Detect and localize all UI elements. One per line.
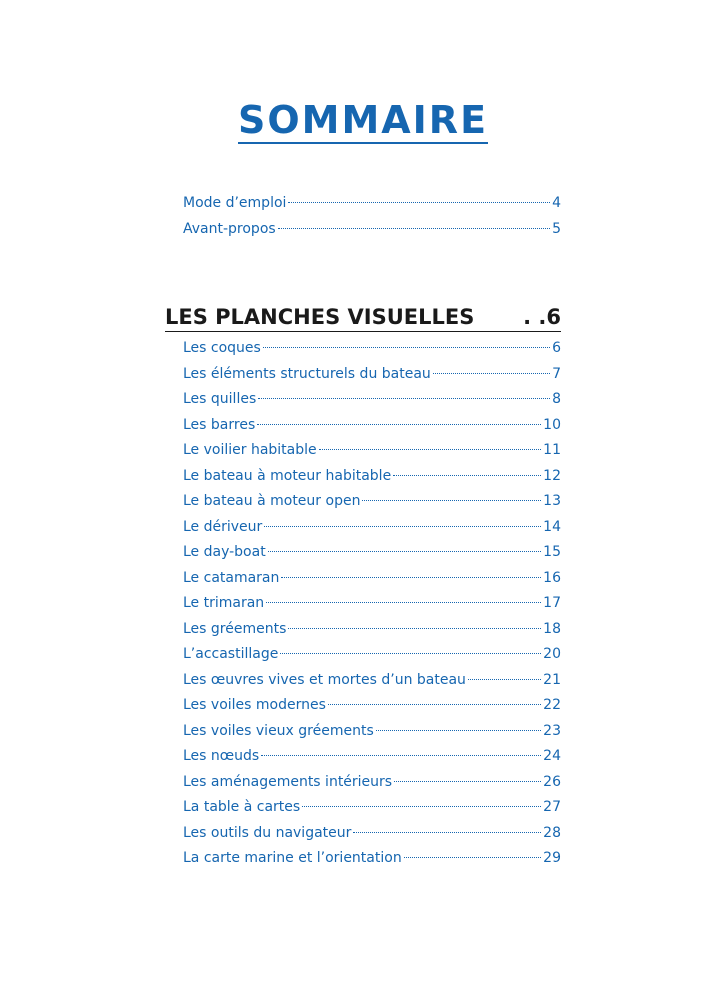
dot-leader [257, 424, 541, 425]
toc-entry[interactable] [183, 519, 561, 545]
dot-leader [376, 730, 541, 731]
dot-leader [433, 373, 550, 374]
toc-entry-label: Les nœuds [183, 748, 260, 764]
toc-entry-label: Les éléments structurels du bateau [183, 365, 431, 382]
section-heading-dots: . . [523, 305, 547, 329]
toc-entry-label: Les voiles vieux gréements [183, 722, 374, 739]
toc-entry-page: 4 [552, 195, 561, 211]
page-title [0, 98, 726, 144]
dot-leader [261, 755, 541, 756]
toc-entry-page: 17 [543, 595, 561, 611]
dot-leader [404, 857, 541, 858]
toc-entry[interactable] [183, 391, 561, 417]
dot-leader [319, 449, 542, 450]
toc-entry[interactable] [183, 544, 561, 570]
toc-entry-label: Avant-propos [183, 220, 276, 237]
toc-entry-label: La table à cartes [183, 799, 301, 815]
toc-entry-page: 13 [543, 493, 561, 509]
toc-entry-page: 16 [543, 569, 561, 586]
dot-leader [278, 228, 550, 229]
toc-entry-label: Les barres [183, 416, 256, 433]
dot-leader [288, 628, 541, 629]
toc-entry[interactable] [183, 570, 561, 596]
toc-entry-page: 5 [552, 220, 561, 237]
toc-entry-page: 10 [543, 416, 561, 433]
toc-entry-label: Le catamaran [183, 569, 280, 586]
toc-entry-label: Le bateau à moteur habitable [183, 467, 392, 484]
toc-entry[interactable] [183, 774, 561, 800]
toc-entry-label: Le dériveur [183, 518, 263, 535]
dot-leader [263, 347, 550, 348]
toc-entry[interactable] [183, 595, 561, 621]
dot-leader [328, 704, 541, 705]
toc-entry-page: 15 [543, 544, 561, 560]
toc-entry[interactable] [183, 825, 561, 851]
toc-entry-label: Le voilier habitable [183, 442, 317, 458]
toc-entry-page: 6 [552, 340, 561, 356]
dot-leader [362, 500, 541, 501]
intro-entries [183, 195, 561, 246]
toc-entry[interactable] [183, 748, 561, 774]
toc-entry-page: 28 [543, 824, 561, 841]
toc-entry[interactable] [183, 417, 561, 443]
toc-entry[interactable] [183, 493, 561, 519]
toc-entry[interactable] [183, 723, 561, 749]
toc-entry[interactable] [183, 221, 561, 247]
dot-leader [393, 475, 541, 476]
section-entries [183, 340, 561, 876]
toc-entry-label: Les aménagements intérieurs [183, 773, 393, 790]
toc-entry[interactable] [183, 195, 561, 221]
toc-entry-label: La carte marine et l’orientation [183, 850, 402, 866]
toc-entry-page: 23 [543, 722, 561, 739]
toc-entry-page: 8 [552, 391, 561, 407]
toc-entry-page: 26 [543, 773, 561, 790]
toc-entry[interactable] [183, 468, 561, 494]
toc-entry-page: 11 [543, 442, 561, 458]
dot-leader [468, 679, 541, 680]
toc-entry-page: 20 [543, 646, 561, 662]
dot-leader [394, 781, 541, 782]
toc-entry[interactable] [183, 850, 561, 876]
toc-entry-page: 7 [552, 365, 561, 382]
dot-leader [302, 806, 541, 807]
toc-entry[interactable] [183, 799, 561, 825]
toc-entry[interactable] [183, 621, 561, 647]
dot-leader [281, 577, 541, 578]
toc-entry-label: Les gréements [183, 620, 287, 637]
dot-leader [353, 832, 541, 833]
toc-entry[interactable] [183, 646, 561, 672]
toc-entry[interactable] [183, 697, 561, 723]
toc-entry[interactable] [183, 442, 561, 468]
toc-entry-page: 29 [543, 850, 561, 866]
section-heading[interactable] [165, 304, 561, 332]
toc-entry-label: L’accastillage [183, 646, 279, 662]
toc-entry-label: Les coques [183, 340, 261, 356]
section-heading-text: LES PLANCHES VISUELLES [165, 305, 475, 329]
page-title-text: SOMMAIRE [237, 98, 489, 142]
dot-leader [280, 653, 541, 654]
toc-entry-label: Les quilles [183, 391, 257, 407]
toc-entry-page: 12 [543, 467, 561, 484]
toc-entry-label: Le day-boat [183, 544, 266, 560]
dot-leader [288, 202, 550, 203]
toc-entry-label: Les outils du navigateur [183, 824, 352, 841]
toc-entry-page: 24 [543, 748, 561, 764]
toc-entry-label: Le bateau à moteur open [183, 493, 361, 509]
dot-leader [258, 398, 550, 399]
toc-entry[interactable] [183, 672, 561, 698]
section-heading-page: 6 [546, 305, 561, 329]
dot-leader [264, 526, 541, 527]
dot-leader [268, 551, 541, 552]
toc-entry-page: 27 [543, 799, 561, 815]
toc-entry-page: 21 [543, 671, 561, 688]
toc-entry-page: 22 [543, 697, 561, 713]
toc-entry-label: Les voiles modernes [183, 697, 326, 713]
toc-entry[interactable] [183, 340, 561, 366]
toc-entry-label: Mode d’emploi [183, 195, 287, 211]
toc-entry[interactable] [183, 366, 561, 392]
dot-leader [266, 602, 541, 603]
toc-entry-label: Les œuvres vives et mortes d’un bateau [183, 671, 466, 688]
toc-entry-page: 18 [543, 620, 561, 637]
toc-entry-label: Le trimaran [183, 595, 265, 611]
section-heading-page-group [523, 304, 561, 330]
toc-entry-page: 14 [543, 518, 561, 535]
